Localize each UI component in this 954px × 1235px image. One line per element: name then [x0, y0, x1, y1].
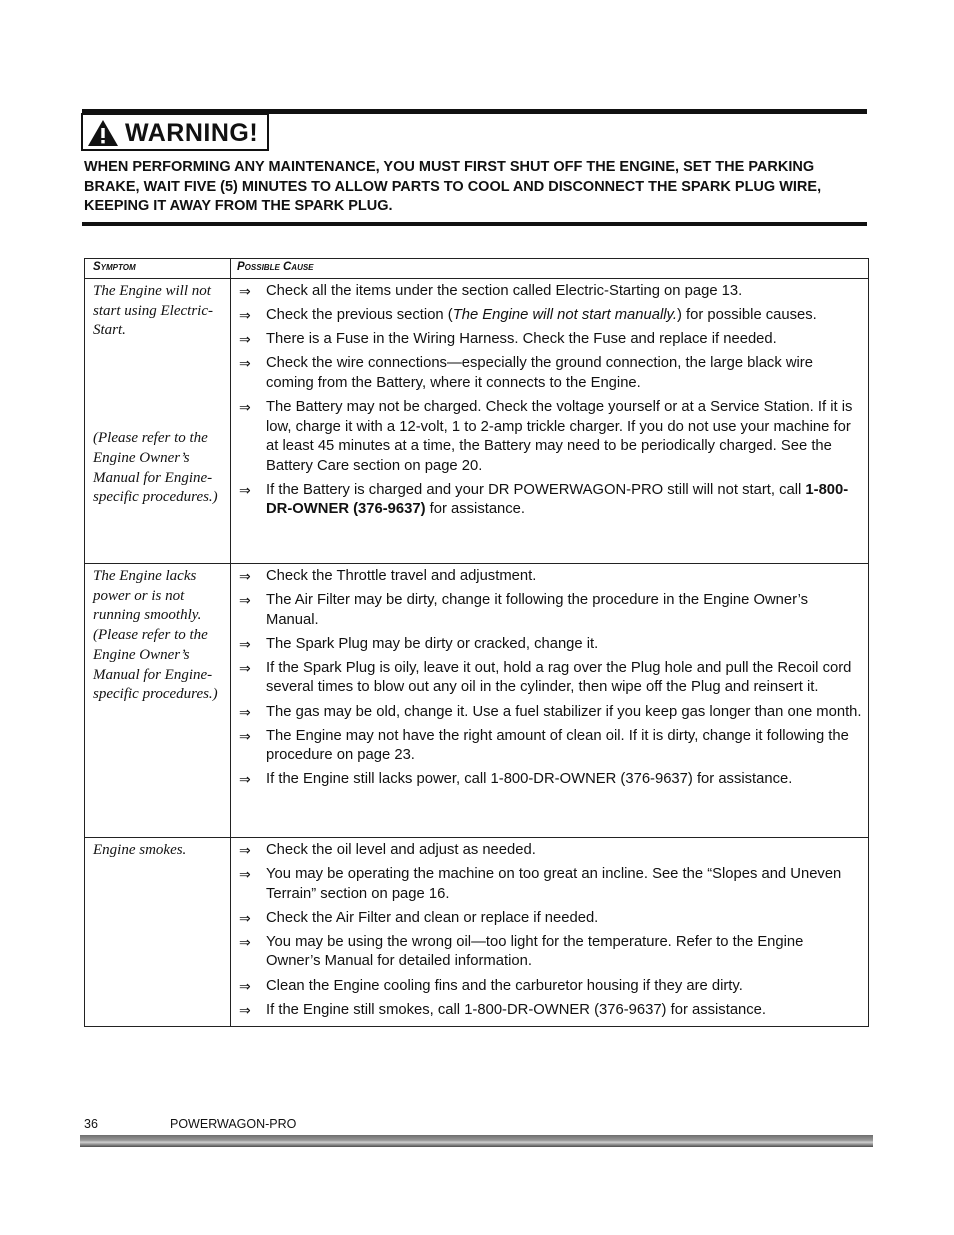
- header-possible-cause: Possible Cause: [237, 261, 314, 273]
- arrow-icon: ⇒: [239, 481, 251, 498]
- footer-bar: [80, 1135, 873, 1147]
- arrow-icon: ⇒: [239, 635, 251, 652]
- cause-list: [237, 282, 862, 520]
- cause-text: [266, 1001, 862, 1021]
- arrow-icon: ⇒: [239, 659, 251, 676]
- cause-item: [237, 354, 862, 393]
- cause-text-body: Check the wire connections—especially the ground connection, the large black wire coming from the Battery, where it connects to the Engine.: [266, 355, 813, 391]
- arrow-icon: ⇒: [239, 909, 251, 926]
- cause-item: [237, 282, 862, 302]
- arrow-icon: ⇒: [239, 1001, 251, 1018]
- symptom-text: Engine smokes.: [93, 842, 187, 858]
- table-row: [85, 279, 868, 564]
- cause-item: [237, 933, 862, 972]
- warning-banner: [81, 113, 269, 151]
- cause-cell: [231, 838, 868, 1026]
- cause-text-pre: If the Battery is charged and your DR POWERWAGON-PRO still will not start, call: [266, 481, 806, 498]
- arrow-icon: ⇒: [239, 331, 251, 348]
- cause-text-body: Clean the Engine cooling fins and the carburetor housing if they are dirty.: [266, 977, 743, 994]
- cause-text: [266, 354, 862, 393]
- table-row: [85, 838, 868, 1026]
- cause-text: [266, 727, 862, 766]
- cause-text: [266, 865, 862, 904]
- cause-text: [266, 909, 862, 929]
- cause-text-post: for assistance.: [425, 501, 526, 518]
- cause-text-body: The gas may be old, change it. Use a fuel stabilizer if you keep gas longer than one month.: [266, 703, 862, 720]
- cause-text-body: Check the Air Filter and clean or replace if needed.: [266, 909, 599, 926]
- phone-number: 1-800-DR-OWNER (376-9637): [266, 481, 849, 518]
- table-header-row: [85, 259, 868, 279]
- cause-text: [266, 481, 862, 520]
- cause-text-post: for assistance.: [692, 771, 793, 788]
- cause-text-body: You may be operating the machine on too great an incline. See the “Slopes and Uneven Terrain” section on page 16.: [266, 866, 842, 902]
- symptom-cell: [85, 564, 231, 837]
- cause-text: [266, 330, 862, 350]
- symptom-cell: [85, 838, 231, 1026]
- arrow-icon: ⇒: [239, 771, 251, 788]
- cause-text-body: Check the oil level and adjust as needed.: [266, 842, 536, 858]
- phone-number: 1-800-DR-OWNER (376-9637): [490, 771, 693, 788]
- cause-item: [237, 330, 862, 350]
- cause-text-body: The Engine may not have the right amount of clean oil. If it is dirty, change it following the procedure on page 23.: [266, 727, 849, 764]
- cause-text-body: The Battery may not be charged. Check the voltage yourself or at a Service Station. If it is low, charge it with a 12-volt, 1 to 2-amp trickle charger. If you do not use your machine for at least 45 minutes at a time, the Battery may need to be periodically charged. See the Battery Care section on page 20.: [266, 398, 853, 474]
- cause-text: [266, 841, 862, 861]
- arrow-icon: ⇒: [239, 568, 251, 584]
- arrow-icon: ⇒: [239, 592, 251, 609]
- cause-text-pre: If the Engine still smokes, call: [266, 1001, 465, 1018]
- cause-list: [237, 567, 862, 790]
- cause-item: [237, 909, 862, 929]
- middle-rule: [82, 222, 867, 226]
- cause-text-emphasis: The Engine will not start manually.: [452, 307, 677, 324]
- warning-triangle-icon: [87, 119, 119, 147]
- cause-cell: [231, 279, 868, 563]
- arrow-icon: ⇒: [239, 977, 251, 994]
- cause-text-pre: If the Engine still lacks power, call: [266, 771, 491, 788]
- cause-text: [266, 933, 862, 972]
- arrow-icon: ⇒: [239, 727, 251, 744]
- cause-text-body: Check all the items under the section called Electric-Starting on page 13.: [266, 283, 743, 299]
- symptom-text: The Engine lacks power or is not running smoothly. (Please refer to the Engine Owner’s Manual for Engine-specific procedures.): [93, 568, 218, 703]
- cause-item: [237, 591, 862, 630]
- cause-text-body: The Air Filter may be dirty, change it following the procedure in the Engine Owner’s Manual.: [266, 592, 809, 628]
- cause-text-body: The Spark Plug may be dirty or cracked, change it.: [266, 635, 599, 652]
- cause-text: [266, 282, 862, 302]
- cause-item: [237, 659, 862, 698]
- cause-item: [237, 306, 862, 326]
- cause-text: [266, 306, 862, 326]
- arrow-icon: ⇒: [239, 866, 251, 883]
- cause-item: [237, 481, 862, 520]
- arrow-icon: ⇒: [239, 703, 251, 720]
- cause-text-body: Check the Throttle travel and adjustment.: [266, 568, 537, 584]
- page-number: 36: [84, 1117, 98, 1131]
- arrow-icon: ⇒: [239, 842, 251, 858]
- cause-text-post: ) for possible causes.: [676, 307, 817, 324]
- cause-item: [237, 841, 862, 861]
- header-symptom: Symptom: [85, 259, 231, 278]
- warning-text: WHEN PERFORMING ANY MAINTENANCE, YOU MUST FIRST SHUT OFF THE ENGINE, SET THE PARKING BRAKE, WAIT FIVE (5) MINUTES TO ALLOW PARTS TO COOL AND DISCONNECT THE SPARK PLUG WIRE, KEEPING IT AWAY FROM THE SPARK PLUG.: [84, 159, 822, 214]
- cause-text: [266, 398, 862, 476]
- cause-text: [266, 567, 862, 587]
- troubleshooting-table: [84, 258, 869, 1027]
- symptom-note: (Please refer to the Engine Owner’s Manual for Engine-specific procedures.): [93, 430, 218, 506]
- cause-item: [237, 977, 862, 997]
- cause-text: [266, 703, 862, 723]
- symptom-text: The Engine will not start using Electric-Start.: [93, 283, 213, 339]
- cause-item: [237, 398, 862, 476]
- arrow-icon: ⇒: [239, 355, 251, 372]
- arrow-icon: ⇒: [239, 933, 251, 950]
- cause-text-pre: Check the previous section (: [266, 307, 453, 324]
- cause-item: [237, 703, 862, 723]
- cause-text-post: for assistance.: [666, 1001, 767, 1018]
- arrow-icon: ⇒: [239, 283, 251, 299]
- cause-text: [266, 977, 862, 997]
- cause-text: [266, 591, 862, 630]
- cause-text: [266, 659, 862, 698]
- cause-cell: [231, 564, 868, 837]
- cause-item: [237, 865, 862, 904]
- cause-item: [237, 567, 862, 587]
- cause-text-body: There is a Fuse in the Wiring Harness. Check the Fuse and replace if needed.: [266, 331, 777, 348]
- footer-product-name: POWERWAGON-PRO: [170, 1117, 297, 1131]
- warning-title: WARNING!: [125, 119, 259, 147]
- phone-number: 1-800-DR-OWNER (376-9637): [464, 1001, 667, 1018]
- cause-item: [237, 770, 862, 790]
- arrow-icon: ⇒: [239, 398, 251, 415]
- cause-item: [237, 727, 862, 766]
- cause-item: [237, 635, 862, 655]
- cause-list: [237, 841, 862, 1020]
- table-row: [85, 564, 868, 838]
- cause-item: [237, 1001, 862, 1021]
- cause-text-body: You may be using the wrong oil—too light for the temperature. Refer to the Engine Owner’s Manual for detailed information.: [266, 933, 804, 970]
- cause-text: [266, 770, 862, 790]
- arrow-icon: ⇒: [239, 307, 251, 324]
- cause-text: [266, 635, 862, 655]
- symptom-cell: [85, 279, 231, 563]
- cause-text-body: If the Spark Plug is oily, leave it out, hold a rag over the Plug hole and pull the Recoil cord several times to blow out any oil in the cylinder, then wipe off the Plug and reinsert it.: [266, 659, 852, 696]
